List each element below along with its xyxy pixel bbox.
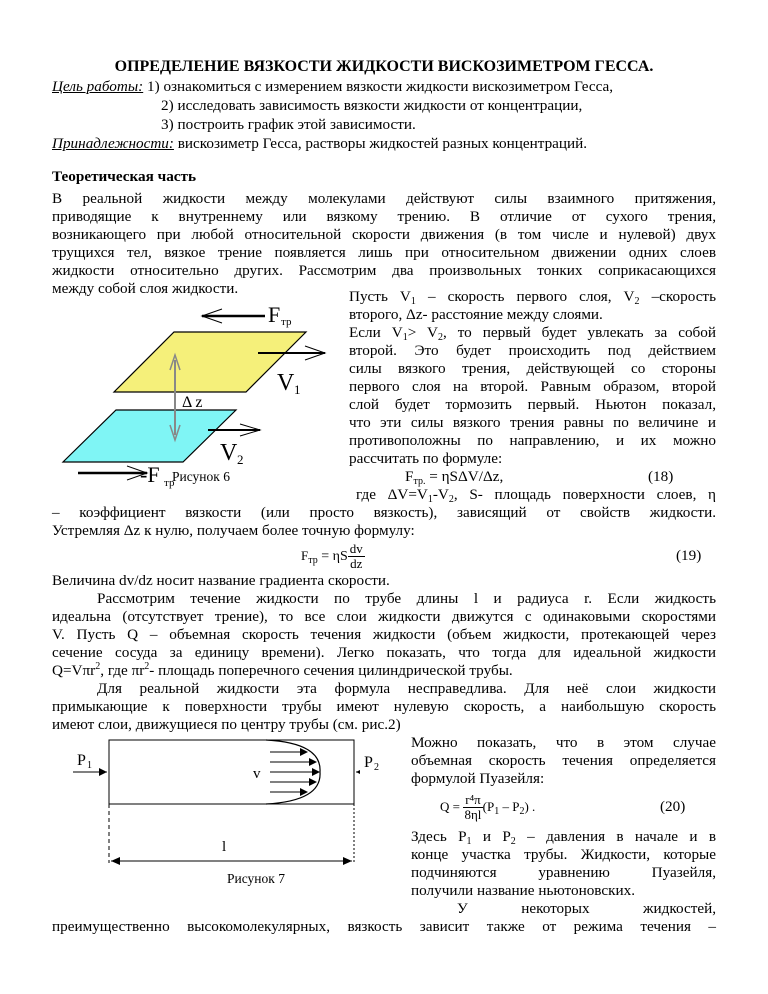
tube-line-4: сечение сосуда за единицу времени). Легко показать, что тогда для идеальной жидкости bbox=[52, 644, 716, 661]
real-line-1: Для реальной жидкости эта формула несправедлива. Для неё слои жидкости bbox=[97, 680, 716, 697]
svg-text:тр: тр bbox=[164, 477, 175, 489]
figure-7-poiseuille-tube bbox=[70, 735, 360, 875]
figure-7-caption: Рисунок 7 bbox=[227, 871, 285, 886]
goal-item-1: 1) ознакомиться с измерением вязкости жидкости вискозиметром Гесса, bbox=[147, 78, 614, 95]
svg-text:V: V bbox=[220, 440, 238, 466]
intro-line-5: жидкости относительно других. Рассмотрим два произвольных тонких соприкасающихся bbox=[52, 262, 716, 279]
formula-18: $F_{тр.} = \eta S\Delta V/\Delta z$, bbox=[405, 468, 504, 487]
tube-line-2: идеальна (отсутствует трение), то все слои жидкости движутся с одинаковыми скоростями bbox=[52, 608, 716, 625]
right-col-1-line-6: первого слоя на второй. Равным образом, второй bbox=[349, 378, 716, 395]
tube-line-3: V. Пусть Q – объемная скорость течения жидкости (объем жидкости, протекающей через bbox=[52, 626, 716, 643]
svg-text:1: 1 bbox=[87, 760, 92, 771]
right-col-2-line-1: Можно показать, что в этом случае bbox=[411, 734, 716, 751]
svg-text:v: v bbox=[253, 766, 261, 782]
svg-text:-F: -F bbox=[140, 462, 160, 487]
ideal-formula-line: Q=Vπr$^2$, где $\pi r^2-$ площадь поперечного сечения цилиндрической трубы. bbox=[52, 661, 513, 679]
goal-line-1 bbox=[52, 78, 613, 96]
right-col-3-line-5: У некоторых жидкостей, bbox=[457, 900, 716, 917]
goal-label: Цель работы: bbox=[52, 78, 144, 95]
right-col-1-line-2: второго, Δz- расстояние между слоями. bbox=[349, 306, 603, 323]
equipment-text: вискозиметр Гесса, растворы жидкостей разных концентраций. bbox=[177, 135, 588, 152]
tube-line-1: Рассмотрим течение жидкости по трубе длины l и радиуса r. Если жидкость bbox=[97, 590, 716, 607]
right-col-1-line-8: что эти силы вязкого трения равны по величине и bbox=[349, 414, 716, 431]
svg-text:2: 2 bbox=[374, 762, 379, 773]
bottom-plate bbox=[63, 410, 236, 462]
right-col-1-line-3: Если $V_1> V_2$, то первый будет увлекать за собой bbox=[349, 324, 716, 343]
svg-text:P: P bbox=[77, 752, 86, 769]
formula-19: $F_{тр} = \eta S$ $\frac{dv}{dz}$ bbox=[301, 541, 363, 572]
page-title: ОПРЕДЕЛЕНИЕ ВЯЗКОСТИ ЖИДКОСТИ ВИСКОЗИМЕТРОМ ГЕССА. bbox=[114, 58, 654, 75]
right-col-1-line-7: слой будет тормозить первый. Ньютон показал, bbox=[349, 396, 716, 413]
svg-text:V: V bbox=[277, 370, 295, 396]
formula-20-number: (20) bbox=[660, 798, 686, 815]
figure-6-caption: Рисунок 6 bbox=[172, 469, 230, 484]
svg-text:P: P bbox=[364, 754, 373, 771]
real-line-2: примыкающие к поверхности трубы имеют нулевую скорость, а наибольшую скорость bbox=[52, 698, 716, 715]
goal-item-2: 2) исследовать зависимость вязкости жидкости от концентрации, bbox=[161, 97, 583, 114]
formula-19-number: (19) bbox=[676, 547, 702, 564]
svg-text:2: 2 bbox=[237, 452, 244, 467]
right-col-1-line-4: второй. Это будет происходить под действием bbox=[349, 342, 716, 359]
figure-6-viscous-layers bbox=[40, 290, 340, 490]
eta-line: – коэффициент вязкости (или просто вязкость), зависящий от свойств жидкости. bbox=[52, 504, 716, 521]
right-col-1-line-5: силы вязкого трения, действующей со стороны bbox=[349, 360, 716, 377]
real-line-3: имеют слои, движущиеся по центру трубы (см. рис.2) bbox=[52, 716, 401, 733]
right-col-3-line-4: получили название ньютоновских. bbox=[411, 882, 636, 899]
goal-item-3: 3) построить график этой зависимости. bbox=[161, 116, 416, 133]
svg-text:F: F bbox=[268, 302, 281, 327]
where-18-line: где $\Delta V=V_1-V_2$, S- площадь поверхности слоев, η bbox=[356, 486, 716, 505]
right-col-3-line-3: подчиняются уравнению Пуазейля, bbox=[411, 864, 716, 881]
intro-line-1: В реальной жидкости между молекулами действуют силы взаимного притяжения, bbox=[52, 190, 716, 207]
right-col-2-line-2: объемная скорость течения определяется bbox=[411, 752, 716, 769]
right-col-1-line-10: рассчитать по формуле: bbox=[349, 450, 503, 467]
intro-line-6: между собой слоя жидкости. bbox=[52, 280, 239, 297]
right-col-3-line-1: Здесь $P_1$ и $P_2$ – давления в начале и в bbox=[411, 828, 716, 847]
right-col-1-line-1: Пусть $V_1$ – скорость первого слоя, $V_2$ –скорость bbox=[349, 288, 716, 307]
svg-text:l: l bbox=[222, 839, 227, 855]
formula-20: Q = $\frac{\text{r⁴π}}{8\eta l}$ $(P_1 - P_2)$ . bbox=[440, 792, 536, 823]
section-heading: Теоретическая часть bbox=[52, 168, 197, 185]
svg-text:1: 1 bbox=[294, 382, 301, 397]
right-col-1-line-9: противоположны по направлению, и их можно bbox=[349, 432, 716, 449]
svg-text:Δ z: Δ z bbox=[182, 394, 203, 411]
equipment-label: Принадлежности: bbox=[52, 135, 174, 152]
formula-18-number: (18) bbox=[648, 468, 674, 485]
f-top-sub: тр bbox=[281, 316, 292, 328]
intro-line-3: возникающего при любой относительной скорости движения (в том числе и нулевой) двух bbox=[52, 226, 716, 243]
figure-7-p2 bbox=[360, 750, 390, 790]
final-line: преимущественно высокомолекулярных, вязкость зависит также от режима течения – bbox=[52, 918, 716, 935]
equipment-line bbox=[52, 135, 587, 153]
intro-line-2: приводящие к внутреннему или вязкому трению. В отличие от сухого трения, bbox=[52, 208, 716, 225]
right-col-3-line-2: конце участка трубы. Жидкости, которые bbox=[411, 846, 716, 863]
intro-line-4: трущихся тел, вязкое трение появляется лишь при относительном движении одних слоев bbox=[52, 244, 716, 261]
right-col-2-line-3: формулой Пуазейля: bbox=[411, 770, 545, 787]
gradient-line: Величина dv/dz носит название градиента скорости. bbox=[52, 572, 390, 589]
limit-line: Устремляя Δz к нулю, получаем более точную формулу: bbox=[52, 522, 415, 539]
